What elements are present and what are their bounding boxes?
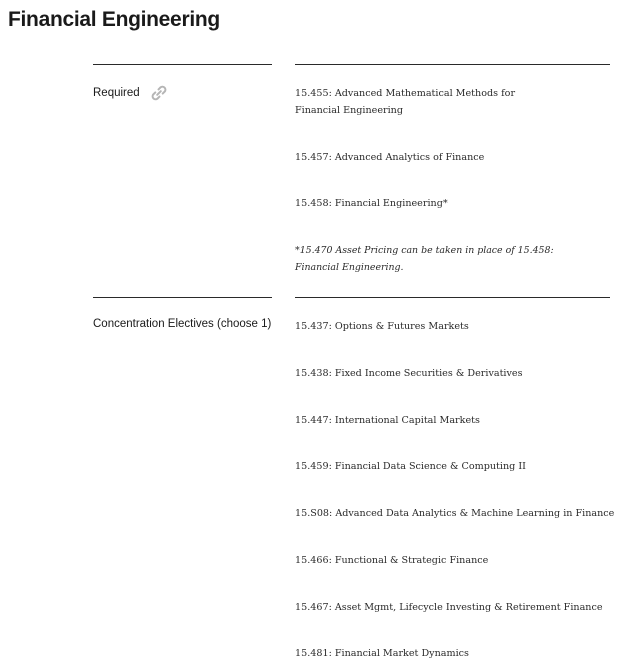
link-icon[interactable] — [148, 82, 170, 104]
course-item[interactable] — [295, 318, 615, 335]
course-title: 15.466: Functional & Strategic Finance — [295, 555, 489, 566]
course-title: 15.S08: Advanced Data Analytics & Machine Learning in Finance — [295, 508, 615, 519]
page-title: Financial Engineering — [8, 8, 220, 31]
note-line: *15.470 Asset Pricing can be taken in place of 15.458: — [295, 245, 554, 256]
course-item[interactable] — [295, 458, 615, 475]
course-title: 15.459: Financial Data Science & Computing II — [295, 461, 526, 472]
course-title: 15.458: Financial Engineering* — [295, 198, 448, 209]
course-title-continued: Financial Engineering — [295, 105, 403, 116]
course-item[interactable] — [295, 149, 615, 166]
course-item[interactable] — [295, 85, 615, 119]
course-item[interactable] — [295, 195, 615, 212]
required-label — [93, 82, 170, 104]
course-title: 15.437: Options & Futures Markets — [295, 321, 469, 332]
electives-divider-left — [93, 297, 272, 298]
course-item[interactable] — [295, 552, 615, 569]
substitution-note — [295, 242, 615, 276]
course-title: 15.438: Fixed Income Securities & Derivatives — [295, 368, 523, 379]
course-item[interactable] — [295, 365, 615, 382]
electives-label-text: Concentration Electives (choose 1) — [93, 318, 272, 330]
required-divider-left — [93, 64, 272, 65]
course-item[interactable] — [295, 599, 615, 616]
course-item[interactable] — [295, 412, 615, 429]
course-title: 15.467: Asset Mgmt, Lifecycle Investing & Retirement Finance — [295, 602, 603, 613]
required-label-text: Required — [93, 87, 140, 99]
course-title: 15.455: Advanced Mathematical Methods for — [295, 88, 516, 99]
required-divider-right — [295, 64, 610, 65]
course-item[interactable] — [295, 505, 615, 522]
course-item[interactable] — [295, 645, 615, 662]
course-title: 15.481: Financial Market Dynamics — [295, 648, 469, 659]
course-title: 15.457: Advanced Analytics of Finance — [295, 152, 485, 163]
course-title: 15.447: International Capital Markets — [295, 415, 480, 426]
electives-label — [93, 317, 271, 331]
note-line: Financial Engineering. — [295, 262, 404, 273]
electives-divider-right — [295, 297, 610, 298]
